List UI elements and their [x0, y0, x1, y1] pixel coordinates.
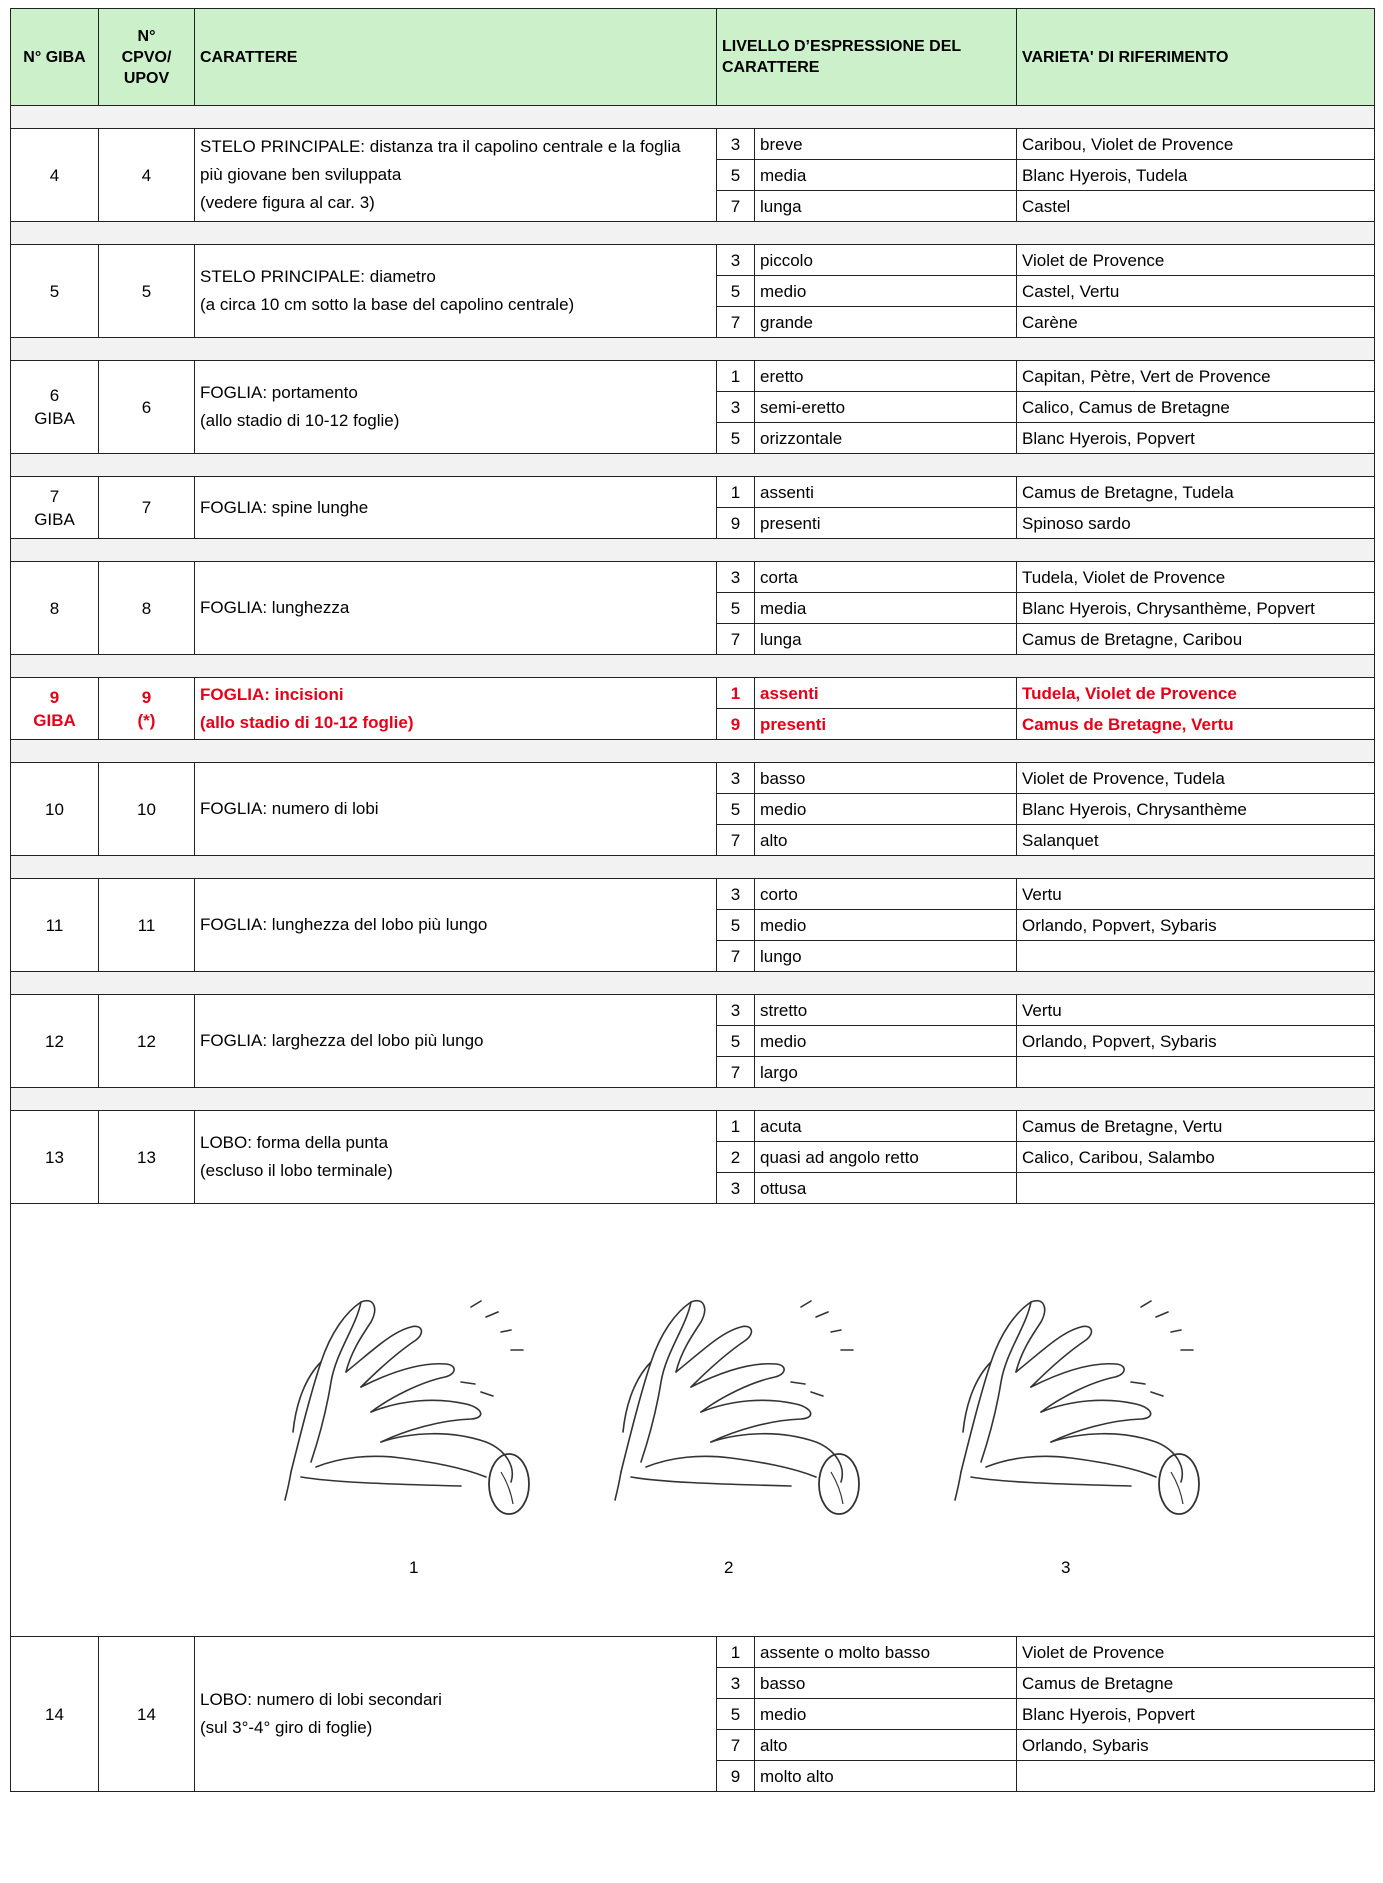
reference-varieties: Caribou, Violet de Provence: [1017, 129, 1375, 160]
level-label: presenti: [755, 709, 1017, 740]
separator-cell: [11, 106, 1375, 129]
cpvo-number-cell: [99, 763, 195, 856]
level-label: basso: [755, 1668, 1017, 1699]
separator-row: [11, 454, 1375, 477]
description-line: (sul 3°-4° giro di foglie): [200, 1718, 373, 1737]
giba-number-cell: [11, 1637, 99, 1792]
description-line: FOGLIA: portamento: [200, 383, 358, 402]
level-label: assenti: [755, 477, 1017, 508]
reference-varieties: Blanc Hyerois, Tudela: [1017, 160, 1375, 191]
level-code: 3: [717, 879, 755, 910]
level-row: [11, 361, 1375, 392]
level-label: quasi ad angolo retto: [755, 1142, 1017, 1173]
figure-row: [11, 1204, 1375, 1637]
header-cpvo-line2: CPVO/: [121, 48, 172, 66]
description-line: STELO PRINCIPALE: distanza tra il capolino centrale e la foglia: [200, 137, 681, 156]
level-code: 1: [717, 477, 755, 508]
level-code: 7: [717, 624, 755, 655]
cpvo-number-cell: [99, 995, 195, 1088]
figure-cell: [11, 1204, 1375, 1637]
level-row: [11, 245, 1375, 276]
reference-varieties: Castel, Vertu: [1017, 276, 1375, 307]
characteristic-description: [195, 1637, 717, 1792]
giba-number: 4: [49, 165, 60, 185]
characteristic-description: [195, 1111, 717, 1204]
level-code: 5: [717, 1026, 755, 1057]
reference-varieties: [1017, 1761, 1375, 1792]
reference-varieties: [1017, 1173, 1375, 1204]
level-code: 3: [717, 129, 755, 160]
description-line: (vedere figura al car. 3): [200, 193, 375, 212]
separator-row: [11, 1088, 1375, 1111]
cpvo-number: 7: [141, 498, 152, 517]
level-code: 3: [717, 1173, 755, 1204]
level-label: stretto: [755, 995, 1017, 1026]
giba-number: 6: [49, 386, 60, 405]
reference-varieties: Camus de Bretagne: [1017, 1668, 1375, 1699]
level-label: lunga: [755, 624, 1017, 655]
giba-number: 5: [49, 281, 60, 301]
characteristic-description: [195, 562, 717, 655]
description-line: FOGLIA: lunghezza: [200, 598, 350, 617]
cpvo-number: 6: [141, 397, 152, 417]
header-cpvo-line3: UPOV: [123, 69, 170, 87]
giba-number: 9: [49, 687, 60, 707]
separator-cell: [11, 740, 1375, 763]
characteristic-description: [195, 678, 717, 740]
figure-label-2: 2: [724, 1558, 734, 1577]
level-code: 3: [717, 763, 755, 794]
giba-number-cell: [11, 361, 99, 454]
header-row: [11, 9, 1375, 106]
giba-number-cell: [11, 129, 99, 222]
separator-row: [11, 655, 1375, 678]
giba-number: 8: [49, 598, 60, 618]
level-label: lungo: [755, 941, 1017, 972]
reference-varieties: Orlando, Popvert, Sybaris: [1017, 1026, 1375, 1057]
level-label: orizzontale: [755, 423, 1017, 454]
level-label: grande: [755, 307, 1017, 338]
description-line: (allo stadio di 10-12 foglie): [200, 411, 400, 430]
characteristic-description: [195, 245, 717, 338]
giba-number-cell: [11, 477, 99, 539]
header-livello-line2: CARATTERE: [722, 59, 820, 76]
reference-varieties: Carène: [1017, 307, 1375, 338]
cpvo-number-cell: [99, 562, 195, 655]
characteristic-description: [195, 129, 717, 222]
level-code: 3: [717, 245, 755, 276]
reference-varieties: Blanc Hyerois, Chrysanthème: [1017, 794, 1375, 825]
characteristics-table: [10, 8, 1375, 1792]
cpvo-number-cell: [99, 245, 195, 338]
reference-varieties: Tudela, Violet de Provence: [1017, 678, 1375, 709]
description-line: più giovane ben sviluppata: [200, 165, 402, 184]
reference-varieties: Camus de Bretagne, Tudela: [1017, 477, 1375, 508]
level-label: piccolo: [755, 245, 1017, 276]
giba-number: 11: [45, 915, 64, 935]
level-label: ottusa: [755, 1173, 1017, 1204]
reference-varieties: Tudela, Violet de Provence: [1017, 562, 1375, 593]
giba-number-cell: [11, 562, 99, 655]
figure-label-3: 3: [1061, 1558, 1071, 1577]
level-label: breve: [755, 129, 1017, 160]
reference-varieties: Violet de Provence: [1017, 1637, 1375, 1668]
description-line: FOGLIA: incisioni: [200, 684, 344, 704]
separator-row: [11, 972, 1375, 995]
level-row: [11, 879, 1375, 910]
description-line: FOGLIA: larghezza del lobo più lungo: [200, 1031, 484, 1050]
level-code: 5: [717, 593, 755, 624]
giba-number-cell: [11, 763, 99, 856]
characteristic-description: [195, 763, 717, 856]
header-giba: N° GIBA: [11, 9, 99, 106]
reference-varieties: Salanquet: [1017, 825, 1375, 856]
giba-number: 13: [45, 1147, 64, 1167]
header-carattere: CARATTERE: [195, 9, 717, 106]
reference-varieties: Orlando, Popvert, Sybaris: [1017, 910, 1375, 941]
reference-varieties: Vertu: [1017, 879, 1375, 910]
level-label: medio: [755, 276, 1017, 307]
reference-varieties: [1017, 1057, 1375, 1088]
reference-varieties: Calico, Caribou, Salambo: [1017, 1142, 1375, 1173]
header-livello-line1: LIVELLO D’ESPRESSIONE DEL: [722, 38, 962, 55]
reference-varieties: Violet de Provence: [1017, 245, 1375, 276]
level-code: 2: [717, 1142, 755, 1173]
cpvo-number-cell: [99, 477, 195, 539]
reference-varieties: Calico, Camus de Bretagne: [1017, 392, 1375, 423]
separator-cell: [11, 1088, 1375, 1111]
level-code: 3: [717, 1668, 755, 1699]
giba-tag: GIBA: [34, 509, 75, 529]
reference-varieties: Violet de Provence, Tudela: [1017, 763, 1375, 794]
cpvo-note: (*): [137, 710, 156, 730]
level-code: 7: [717, 941, 755, 972]
header-cpvo-line1: N°: [137, 27, 156, 45]
description-line: FOGLIA: spine lunghe: [200, 497, 369, 517]
giba-number-cell: [11, 879, 99, 972]
level-code: 5: [717, 794, 755, 825]
leaf-drawing-2: [591, 1272, 891, 1528]
level-label: alto: [755, 825, 1017, 856]
level-label: basso: [755, 763, 1017, 794]
leaf-drawing-1: [261, 1272, 561, 1528]
level-row: [11, 1637, 1375, 1668]
separator-row: [11, 740, 1375, 763]
level-row: [11, 562, 1375, 593]
separator-cell: [11, 338, 1375, 361]
cpvo-number: 11: [137, 915, 156, 935]
characteristic-description: [195, 995, 717, 1088]
cpvo-number: 10: [137, 799, 156, 819]
level-code: 7: [717, 1057, 755, 1088]
reference-varieties: Spinoso sardo: [1017, 508, 1375, 539]
level-code: 7: [717, 825, 755, 856]
level-label: medio: [755, 910, 1017, 941]
separator-cell: [11, 539, 1375, 562]
level-row: [11, 763, 1375, 794]
level-code: 7: [717, 1730, 755, 1761]
separator-cell: [11, 972, 1375, 995]
level-row: [11, 995, 1375, 1026]
description-line: LOBO: numero di lobi secondari: [200, 1690, 442, 1709]
level-code: 3: [717, 392, 755, 423]
level-code: 5: [717, 423, 755, 454]
level-row: [11, 129, 1375, 160]
level-code: 5: [717, 1699, 755, 1730]
level-code: 7: [717, 191, 755, 222]
giba-number: 10: [45, 799, 64, 819]
cpvo-number-cell: [99, 678, 195, 740]
cpvo-number: 12: [137, 1031, 156, 1051]
giba-number: 14: [45, 1704, 64, 1724]
separator-row: [11, 539, 1375, 562]
cpvo-number-cell: [99, 361, 195, 454]
giba-tag: GIBA: [33, 710, 76, 730]
level-code: 5: [717, 910, 755, 941]
level-label: largo: [755, 1057, 1017, 1088]
level-code: 3: [717, 995, 755, 1026]
separator-cell: [11, 655, 1375, 678]
level-row: [11, 477, 1375, 508]
level-label: molto alto: [755, 1761, 1017, 1792]
level-label: semi-eretto: [755, 392, 1017, 423]
level-code: 5: [717, 276, 755, 307]
giba-number: 12: [45, 1031, 64, 1051]
reference-varieties: Camus de Bretagne, Caribou: [1017, 624, 1375, 655]
characteristics-sheet: [10, 8, 1374, 1792]
level-code: 1: [717, 361, 755, 392]
reference-varieties: Orlando, Sybaris: [1017, 1730, 1375, 1761]
level-label: lunga: [755, 191, 1017, 222]
level-label: media: [755, 160, 1017, 191]
level-code: 3: [717, 562, 755, 593]
level-label: corto: [755, 879, 1017, 910]
description-line: (allo stadio di 10-12 foglie): [200, 712, 414, 732]
level-code: 9: [717, 508, 755, 539]
reference-varieties: Camus de Bretagne, Vertu: [1017, 709, 1375, 740]
level-code: 1: [717, 678, 755, 709]
cpvo-number: 14: [137, 1704, 156, 1724]
characteristic-description: [195, 477, 717, 539]
level-label: assente o molto basso: [755, 1637, 1017, 1668]
giba-number: 7: [49, 486, 60, 506]
level-label: medio: [755, 1026, 1017, 1057]
separator-cell: [11, 222, 1375, 245]
level-row: [11, 1111, 1375, 1142]
giba-number-cell: [11, 245, 99, 338]
header-varieta: VARIETA' DI RIFERIMENTO: [1017, 9, 1375, 106]
header-livello: [717, 9, 1017, 106]
level-label: eretto: [755, 361, 1017, 392]
separator-row: [11, 856, 1375, 879]
giba-number-cell: [11, 995, 99, 1088]
description-line: FOGLIA: numero di lobi: [200, 799, 379, 818]
cpvo-number: 13: [137, 1147, 156, 1167]
description-line: STELO PRINCIPALE: diametro: [200, 267, 436, 286]
separator-cell: [11, 454, 1375, 477]
separator-row: [11, 106, 1375, 129]
description-line: FOGLIA: lunghezza del lobo più lungo: [200, 915, 488, 934]
reference-varieties: Blanc Hyerois, Chrysanthème, Popvert: [1017, 593, 1375, 624]
description-line: (escluso il lobo terminale): [200, 1161, 393, 1180]
figure-label-1: 1: [409, 1558, 419, 1577]
level-code: 1: [717, 1637, 755, 1668]
separator-row: [11, 222, 1375, 245]
level-label: acuta: [755, 1111, 1017, 1142]
level-label: media: [755, 593, 1017, 624]
cpvo-number: 5: [141, 281, 152, 301]
cpvo-number: 9: [141, 687, 152, 707]
leaf-drawing-3: [931, 1272, 1231, 1528]
cpvo-number-cell: [99, 1637, 195, 1792]
giba-number-cell: [11, 678, 99, 740]
reference-varieties: Camus de Bretagne, Vertu: [1017, 1111, 1375, 1142]
description-line: LOBO: forma della punta: [200, 1133, 389, 1152]
characteristic-description: [195, 361, 717, 454]
header-cpvo: [99, 9, 195, 106]
level-label: medio: [755, 794, 1017, 825]
reference-varieties: Castel: [1017, 191, 1375, 222]
level-label: corta: [755, 562, 1017, 593]
level-code: 5: [717, 160, 755, 191]
giba-tag: GIBA: [34, 409, 75, 428]
reference-varieties: Blanc Hyerois, Popvert: [1017, 423, 1375, 454]
level-code: 9: [717, 709, 755, 740]
level-row: [11, 678, 1375, 709]
characteristic-description: [195, 879, 717, 972]
cpvo-number-cell: [99, 129, 195, 222]
cpvo-number: 4: [141, 165, 152, 185]
cpvo-number: 8: [141, 598, 152, 618]
cpvo-number-cell: [99, 879, 195, 972]
level-code: 1: [717, 1111, 755, 1142]
lobe-tip-figure: [11, 1204, 1375, 1636]
reference-varieties: Vertu: [1017, 995, 1375, 1026]
reference-varieties: Blanc Hyerois, Popvert: [1017, 1699, 1375, 1730]
reference-varieties: [1017, 941, 1375, 972]
separator-cell: [11, 856, 1375, 879]
cpvo-number-cell: [99, 1111, 195, 1204]
description-line: (a circa 10 cm sotto la base del capolino centrale): [200, 295, 575, 314]
giba-number-cell: [11, 1111, 99, 1204]
level-code: 7: [717, 307, 755, 338]
level-code: 9: [717, 1761, 755, 1792]
level-label: medio: [755, 1699, 1017, 1730]
separator-row: [11, 338, 1375, 361]
level-label: presenti: [755, 508, 1017, 539]
level-label: assenti: [755, 678, 1017, 709]
reference-varieties: Capitan, Pètre, Vert de Provence: [1017, 361, 1375, 392]
level-label: alto: [755, 1730, 1017, 1761]
